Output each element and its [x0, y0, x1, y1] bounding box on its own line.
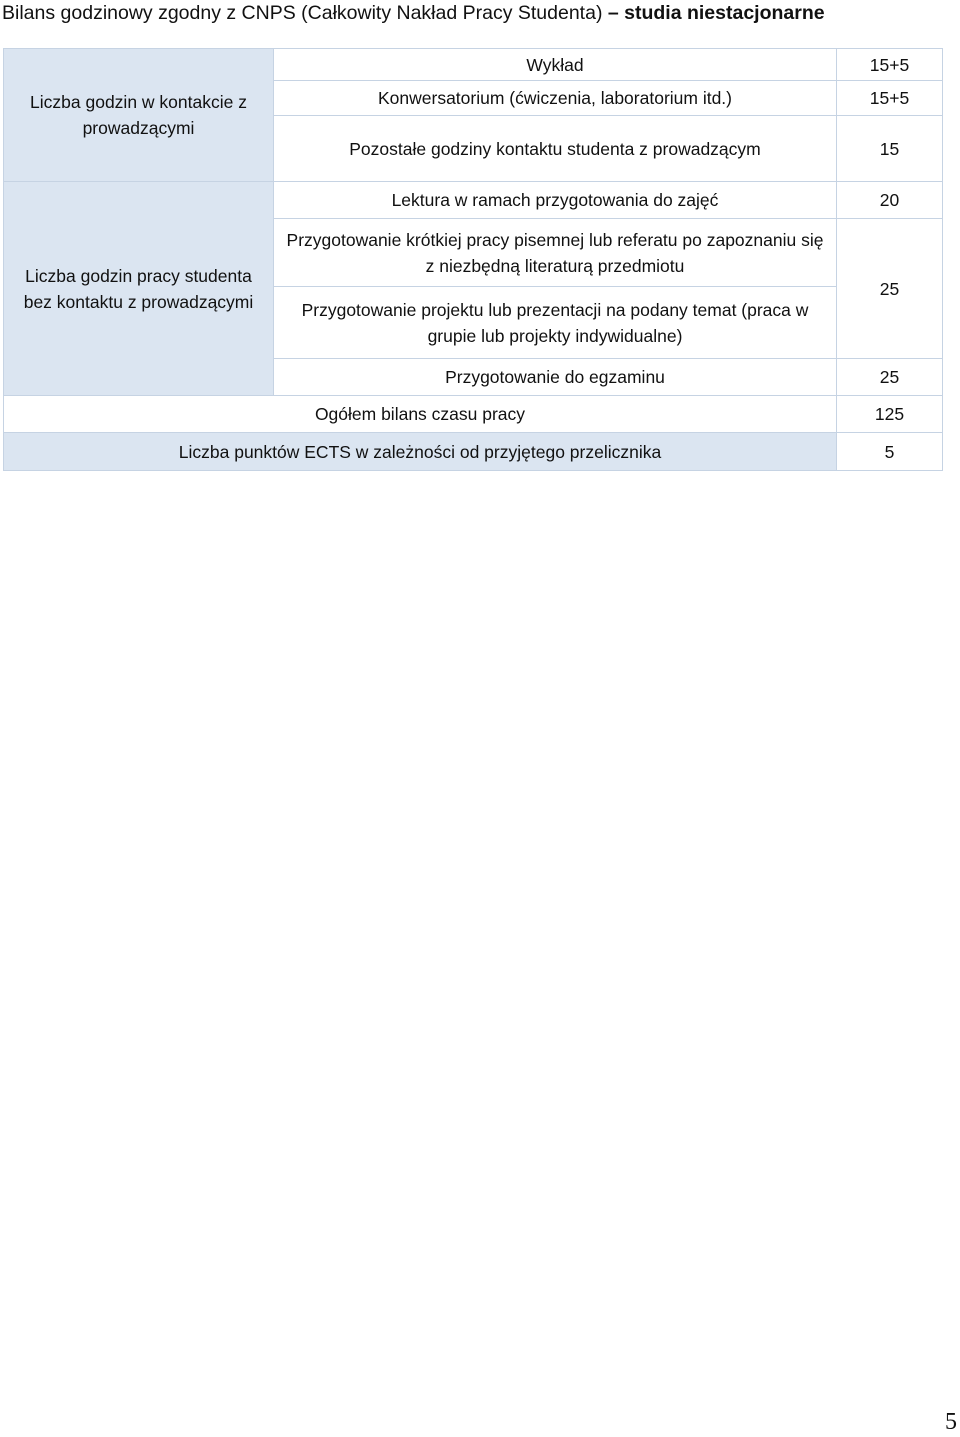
- document-heading: [2, 1, 958, 25]
- row-label-short-paper: Przygotowanie krótkiej pracy pisemnej lub referatu po zapoznaniu się z niezbędną literaturą przedmiotu: [274, 219, 837, 287]
- contact-hours-group-label: Liczba godzin w kontakcie z prowadzącymi: [4, 49, 274, 182]
- workload-table: [3, 48, 943, 471]
- row-value-other-contact: 15: [837, 116, 943, 182]
- row-label-exam-prep: Przygotowanie do egzaminu: [274, 359, 837, 396]
- heading-main: Bilans godzinowy zgodny z CNPS (Całkowity Nakład Pracy Studenta): [2, 2, 603, 24]
- total-value: 125: [837, 396, 943, 433]
- heading-dash: –: [607, 2, 619, 24]
- page-number: 5: [945, 1409, 957, 1435]
- row-value-reading: 20: [837, 182, 943, 219]
- noncontact-hours-group-label: Liczba godzin pracy studenta bez kontaktu z prowadzącymi: [4, 182, 274, 396]
- row-label-other-contact: Pozostałe godziny kontaktu studenta z prowadzącym: [274, 116, 837, 182]
- row-value-seminar: 15+5: [837, 81, 943, 116]
- row-label-reading: Lektura w ramach przygotowania do zajęć: [274, 182, 837, 219]
- ects-label: Liczba punktów ECTS w zależności od przyjętego przelicznika: [4, 433, 837, 471]
- row-value-exam-prep: 25: [837, 359, 943, 396]
- table-row: [4, 182, 943, 219]
- row-label-lecture: Wykład: [274, 49, 837, 81]
- table-row: [4, 396, 943, 433]
- table-row: [4, 433, 943, 471]
- total-label: Ogółem bilans czasu pracy: [4, 396, 837, 433]
- heading-study-mode: studia niestacjonarne: [624, 2, 825, 24]
- row-value-lecture: 15+5: [837, 49, 943, 81]
- row-value-paper-project: 25: [837, 219, 943, 359]
- row-label-seminar: Konwersatorium (ćwiczenia, laboratorium itd.): [274, 81, 837, 116]
- table-row: [4, 49, 943, 81]
- row-label-project: Przygotowanie projektu lub prezentacji na podany temat (praca w grupie lub projekty indywidualne): [274, 287, 837, 359]
- ects-value: 5: [837, 433, 943, 471]
